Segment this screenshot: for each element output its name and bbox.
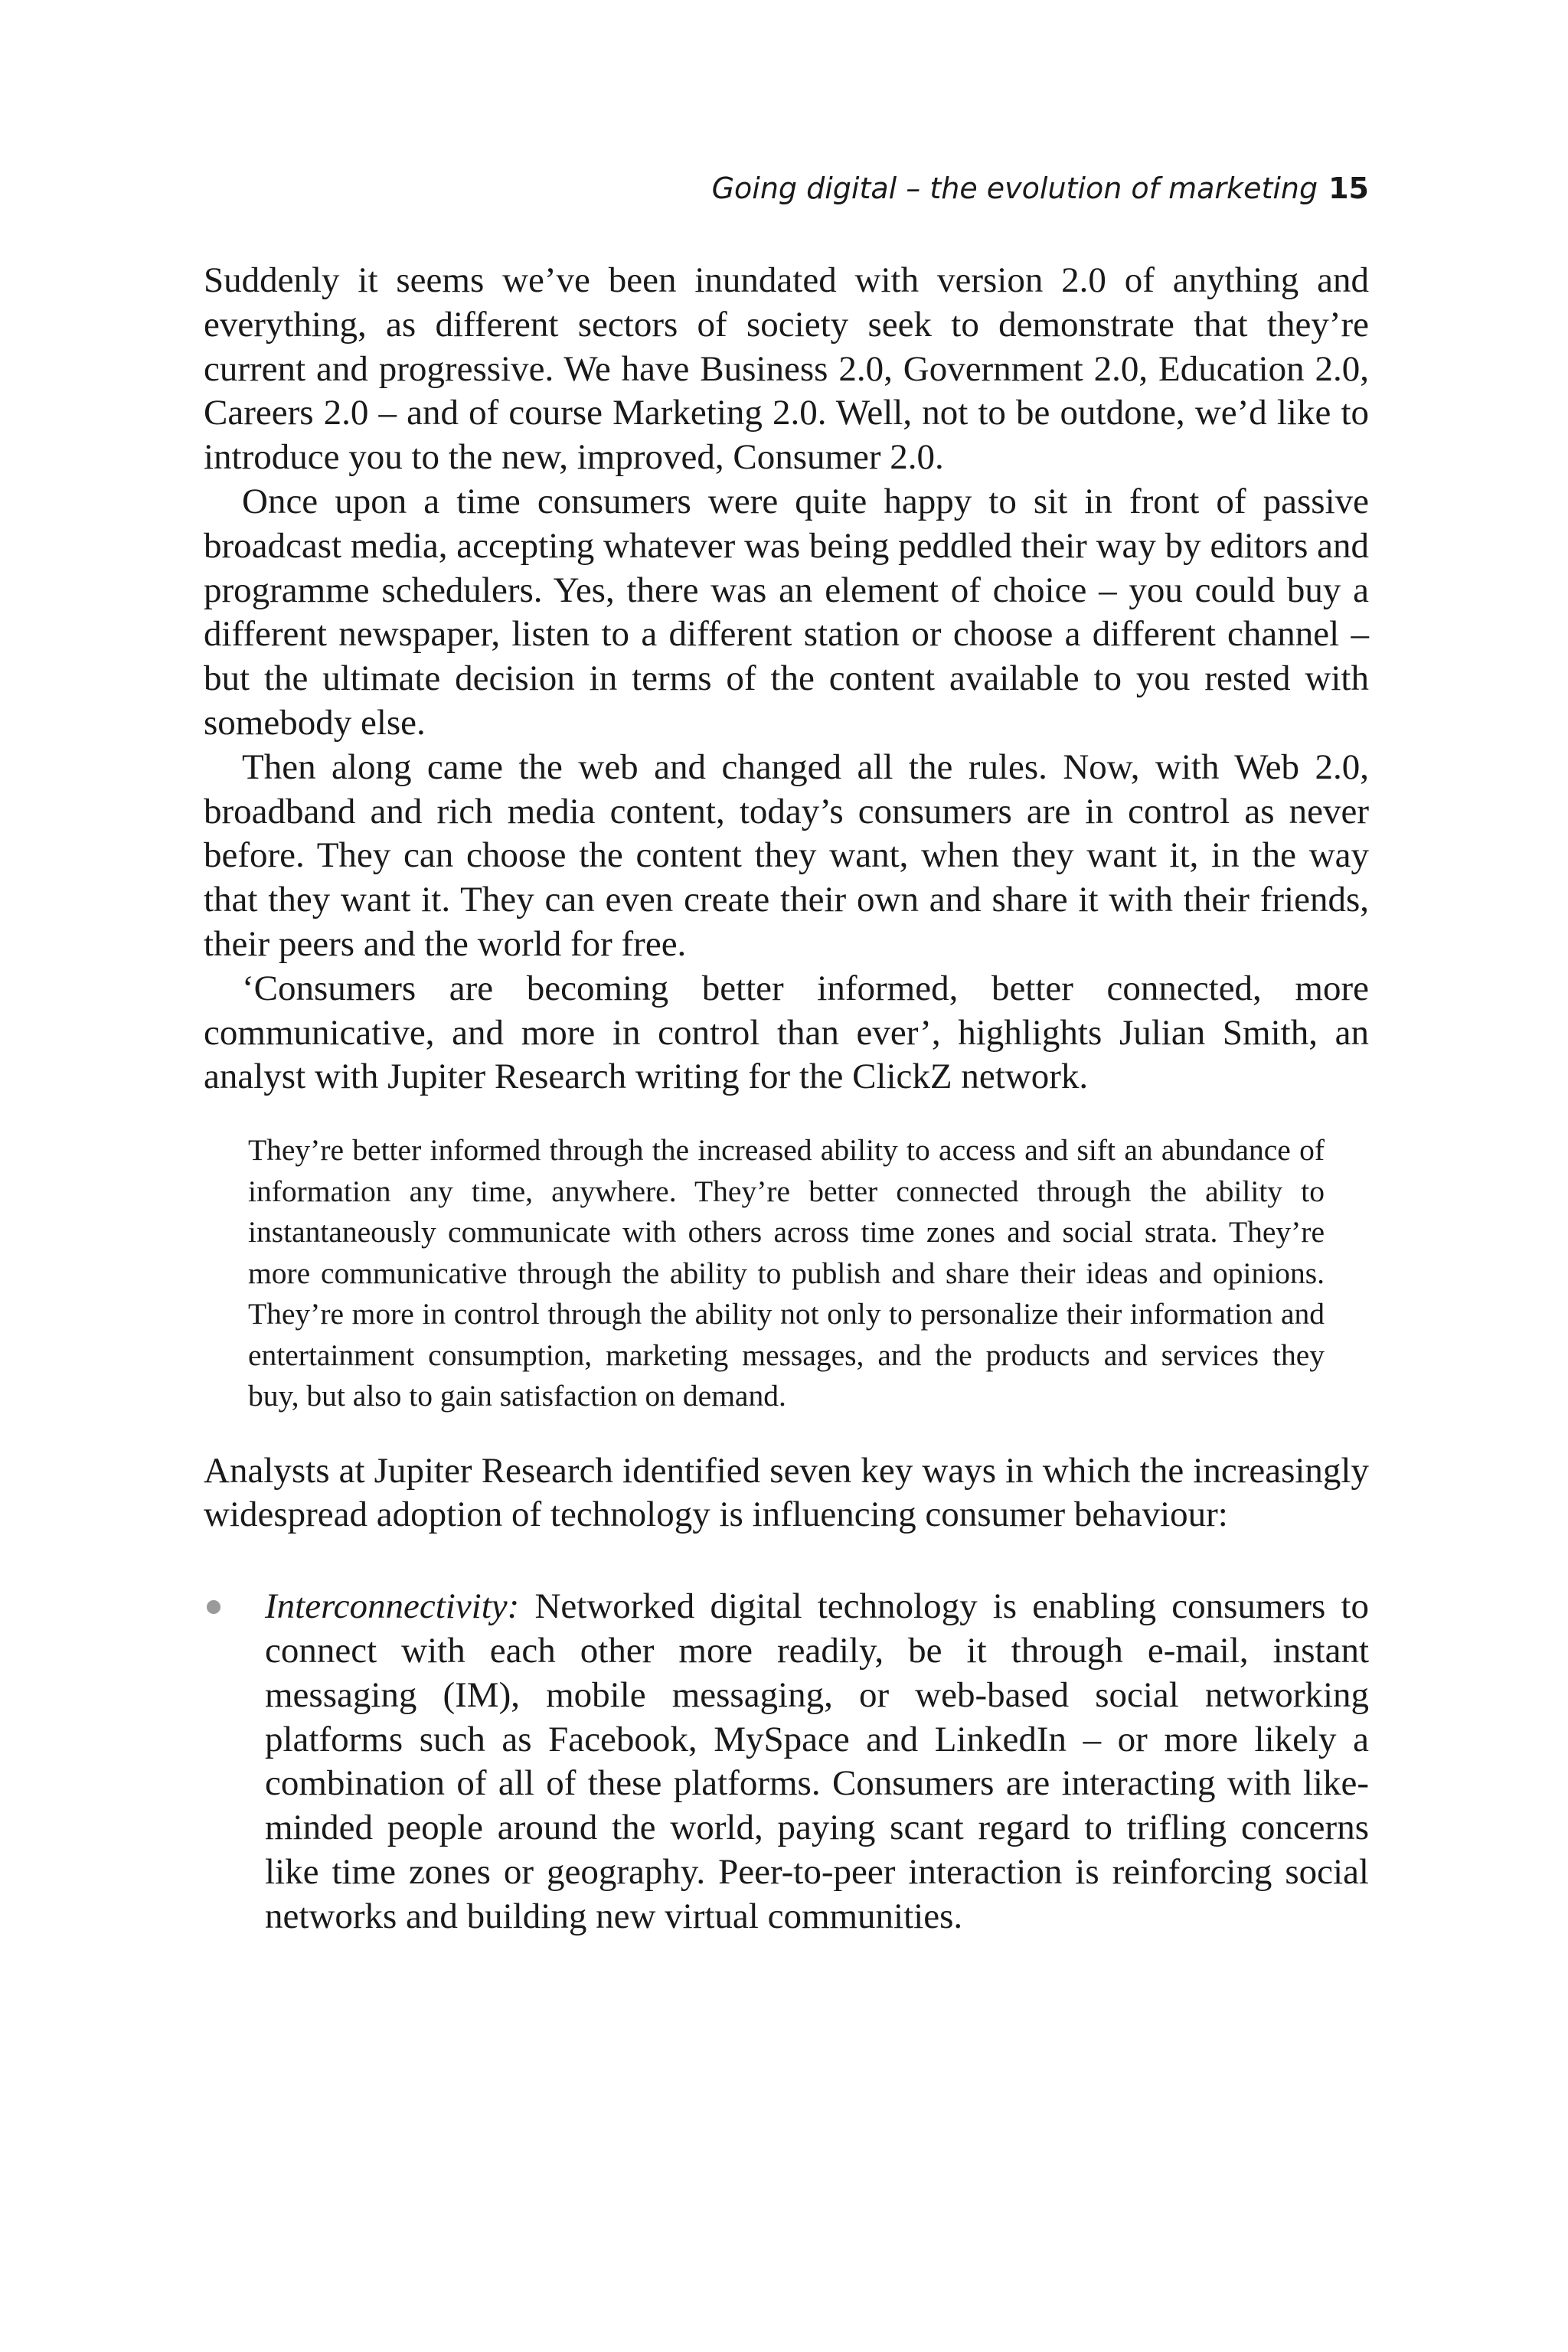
bullet-term: Interconnectivity: (265, 1586, 520, 1627)
paragraph-broadcast-media: Once upon a time consumers were quite happy to sit in front of passive broadcast media, accepting whatever was being peddled their way by editors and programme schedulers. Yes, there was an element of choice – you could buy a different newspaper, listen to a different station or choose a different channel – but the ultimate decision in terms of the content available to you rested with somebody else. (204, 481, 1369, 743)
body-text (204, 259, 1369, 1939)
bullet-list (204, 1585, 1369, 1939)
bullet-text: Networked digital technology is enabling consumers to connect with each other more readily, be it through e-mail, instant messaging (IM), mobile messaging, or web-based social networking platforms such as Facebook, MySpace and LinkedIn – or more likely a combination of all of these platforms. Consumers are interacting with like-minded people around the world, paying scant regard to trifling concerns like time zones or geography. Peer-to-peer interaction is reinforcing social networks and building new virtual communities. (265, 1586, 1369, 1936)
paragraph-julian-smith-quote-intro: ‘Consumers are becoming better informed, better connected, more communicative, and more in control than ever’, highlights Julian Smith, an analyst with Jupiter Research writing for the ClickZ network. (204, 968, 1369, 1097)
paragraph-jupiter-research: Analysts at Jupiter Research identified seven key ways in which the increasingly widespread adoption of technology is influencing consumer behaviour: (204, 1450, 1369, 1535)
paragraph-consumer-2-0: Suddenly it seems we’ve been inundated with version 2.0 of anything and everything, as different sectors of society seek to demonstrate that they’re current and progressive. We have Business 2.0, Government 2.0, Education 2.0, Careers 2.0 – and of course Marketing 2.0. Well, not to be outdone, we’d like to introduce you to the new, improved, Consumer 2.0. (204, 260, 1369, 478)
block-quote: They’re better informed through the increased ability to access and sift an abundance of information any time, anywhere. They’re better connected through the ability to instantaneously communicate with others across time zones and social strata. They’re more communicative through the ability to publish and share their ideas and opinions. They’re more in control through the ability not only to personalize their information and entertainment consumption, marketing messages, and the products and services they buy, but also to gain satisfaction on demand. (248, 1133, 1325, 1413)
paragraph-web-2-0: Then along came the web and changed all the rules. Now, with Web 2.0, broadband and rich media content, today’s consumers are in control as never before. They can choose the content they want, when they want it, in the way that they want it. They can even create their own and share it with their friends, their peers and the world for free. (204, 746, 1369, 964)
list-item (204, 1585, 1369, 1939)
bullet-dot-icon (207, 1600, 220, 1614)
running-head (204, 170, 1369, 207)
page-number: 15 (1328, 172, 1369, 205)
running-head-title: Going digital – the evolution of marketing (711, 172, 1318, 205)
